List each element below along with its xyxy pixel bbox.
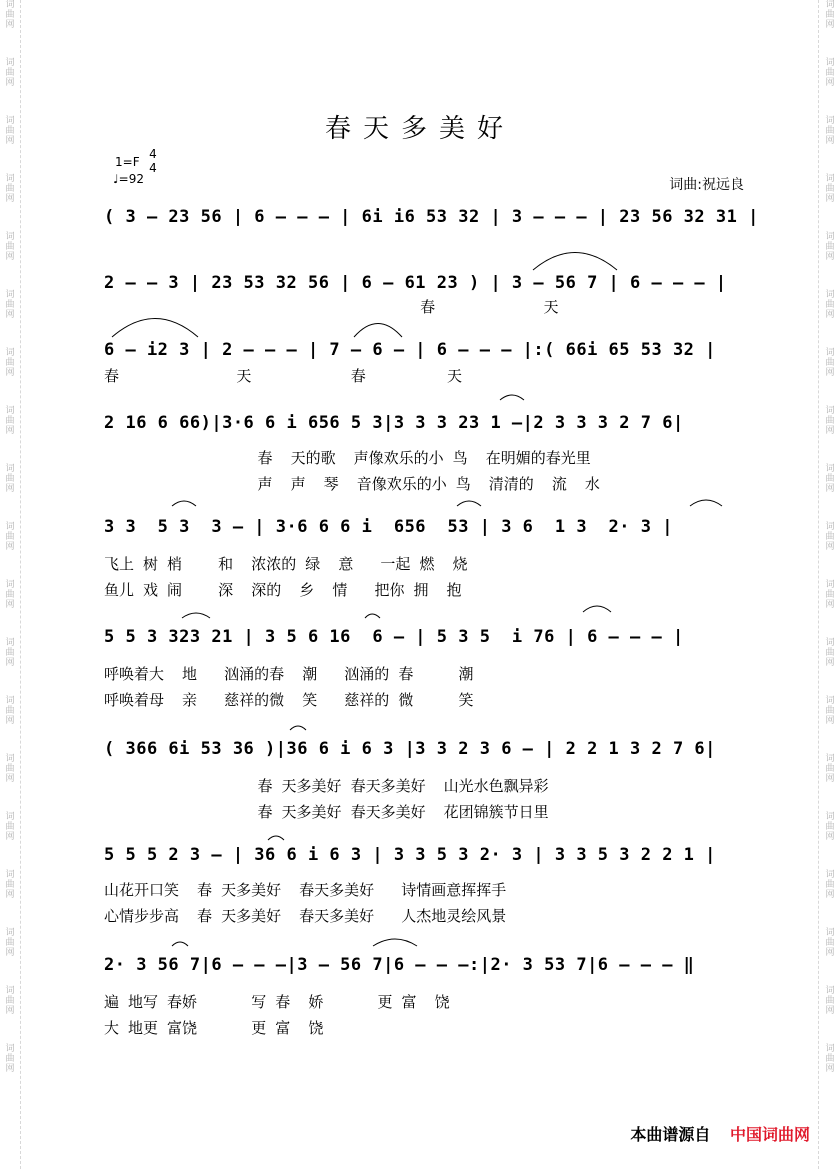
watermark-text: 词 曲 网: [5, 0, 15, 30]
lyric-line: 声 声 琴 音像欢乐的小 鸟 清清的 流 水: [104, 475, 600, 493]
slur-arc: [533, 253, 617, 271]
lyric-line: 大 地更 富饶 更 富 饶: [104, 1019, 324, 1037]
watermark-text: 词 曲 网: [825, 870, 835, 900]
lyric-line: 呼唤着母 亲 慈祥的微 笑 慈祥的 微 笑: [104, 691, 474, 709]
watermark-text: 词 曲 网: [5, 174, 15, 204]
watermark-text: 词 曲 网: [825, 232, 835, 262]
lyric-line: 鱼儿 戏 闹 深 深的 乡 情 把你 拥 抱: [104, 581, 462, 599]
watermark-text: 词 曲 网: [5, 406, 15, 436]
watermark-text: 词 曲 网: [5, 580, 15, 610]
watermark-text: 词 曲 网: [825, 580, 835, 610]
watermark-text: 词 曲 网: [5, 58, 15, 88]
watermark-text: 词 曲 网: [825, 928, 835, 958]
watermark-text: 词 曲 网: [5, 522, 15, 552]
notation-row: 5 5 5 2 3 – | 36 6 i 6 3 | 3 3 5 3 2· 3 | 3 3 5 3 2 2 1 |: [104, 845, 716, 865]
watermark-text: 词 曲 网: [5, 638, 15, 668]
lyric-line: 呼唤着大 地 汹涌的春 潮 汹涌的 春 潮: [104, 665, 474, 683]
footer-source-label: 本曲谱源自: [630, 1125, 711, 1144]
watermark-text: 词 曲 网: [825, 522, 835, 552]
lyric-line: 春 天多美好 春天多美好 山光水色飘异彩: [104, 777, 549, 795]
watermark-text: 词 曲 网: [825, 464, 835, 494]
watermark-text: 词 曲 网: [5, 812, 15, 842]
lyric-line: 遍 地写 春娇 写 春 娇 更 富 饶: [104, 993, 450, 1011]
notation-row: 2 – – 3 | 23 53 32 56 | 6 – 61 23 ) | 3 – 56 7 | 6 – – – |: [104, 273, 727, 293]
watermark-text: 词 曲 网: [825, 754, 835, 784]
watermark-text: 词 曲 网: [825, 406, 835, 436]
watermark-text: 词 曲 网: [5, 986, 15, 1016]
watermark-text: 词 曲 网: [5, 754, 15, 784]
notation-row: 5 5 3 323 21 | 3 5 6 16 6 – | 5 3 5 i 76 | 6 – – – |: [104, 627, 684, 647]
watermark-text: 词 曲 网: [825, 696, 835, 726]
watermark-text: 词 曲 网: [5, 290, 15, 320]
watermark-text: 词 曲 网: [5, 1044, 15, 1074]
slur-arc: [457, 501, 481, 506]
footer-credit: [630, 1122, 810, 1145]
watermark-text: 词 曲 网: [825, 0, 835, 30]
notation-row: ( 366 6i 53 36 )|36 6 i 6 3 |3 3 2 3 6 – | 2 2 1 3 2 7 6|: [104, 739, 716, 759]
author-credit: 词曲:祝远良: [669, 177, 744, 193]
watermark-text: 词 曲 网: [825, 58, 835, 88]
notation-row: 6 – i2 3 | 2 – – – | 7 – 6 – | 6 – – – |:( 66i 65 53 32 |: [104, 340, 716, 360]
watermark-text: 词 曲 网: [5, 116, 15, 146]
watermark-text: 词 曲 网: [825, 290, 835, 320]
watermark-text: 词 曲 网: [5, 696, 15, 726]
watermark-text: 词 曲 网: [5, 464, 15, 494]
slur-arc: [112, 319, 198, 338]
slur-arc: [172, 501, 196, 506]
slur-arc: [365, 614, 380, 618]
lyric-line: 春 天 春 天: [104, 367, 463, 385]
footer-site-link[interactable]: 中国词曲网: [729, 1125, 810, 1144]
lyric-line: 飞上 树 梢 和 浓浓的 绿 意 一起 燃 烧: [104, 555, 468, 573]
key-signature: 1=F: [115, 155, 140, 169]
watermark-text: 词 曲 网: [825, 638, 835, 668]
watermark-text: 词 曲 网: [5, 232, 15, 262]
lyric-line: 山花开口笑 春 天多美好 春天多美好 诗情画意挥挥手: [104, 881, 507, 899]
meter-top: 4: [149, 147, 157, 161]
notation-row: 3 3 5 3 3 – | 3·6 6 6 i 656 53 | 3 6 1 3 2· 3 |: [104, 517, 673, 537]
song-title: 春天多美好: [324, 114, 515, 144]
slur-arc: [268, 836, 284, 840]
slur-arc: [583, 606, 611, 612]
watermark-text: 词 曲 网: [825, 812, 835, 842]
notation-row: ( 3 – 23 56 | 6 – – – | 6i i6 53 32 | 3 – – – | 23 56 32 31 |: [104, 207, 759, 227]
slur-arc: [182, 613, 210, 618]
slur-arc: [373, 939, 417, 946]
watermark-text: 词 曲 网: [825, 986, 835, 1016]
lyric-line: 春 天: [104, 298, 559, 316]
slur-arc: [172, 942, 188, 946]
watermark-text: 词 曲 网: [825, 1044, 835, 1074]
watermark-text: 词 曲 网: [825, 348, 835, 378]
slur-arc: [690, 500, 722, 506]
watermark-text: 词 曲 网: [5, 348, 15, 378]
tempo-marking: ♩=92: [113, 172, 144, 186]
meter-bottom: 4: [149, 161, 157, 175]
lyric-line: 心情步步高 春 天多美好 春天多美好 人杰地灵绘风景: [104, 907, 507, 925]
watermark-text: 词 曲 网: [825, 116, 835, 146]
slur-arc: [290, 726, 306, 730]
lyric-line: 春 天多美好 春天多美好 花团锦簇节日里: [104, 803, 549, 821]
slur-arc: [500, 395, 524, 400]
notation-row: 2· 3 56 7|6 – – –|3 – 56 7|6 – – –:|2· 3 53 7|6 – – – ‖: [104, 955, 695, 975]
watermark-text: 词 曲 网: [825, 174, 835, 204]
watermark-text: 词 曲 网: [5, 870, 15, 900]
notation-row: 2 16 6 66)|3·6 6 i 656 5 3|3 3 3 23 1 –|2 3 3 3 2 7 6|: [104, 413, 684, 433]
slur-arc: [354, 324, 402, 338]
lyric-line: 春 天的歌 声像欢乐的小 鸟 在明媚的春光里: [104, 449, 591, 467]
watermark-text: 词 曲 网: [5, 928, 15, 958]
